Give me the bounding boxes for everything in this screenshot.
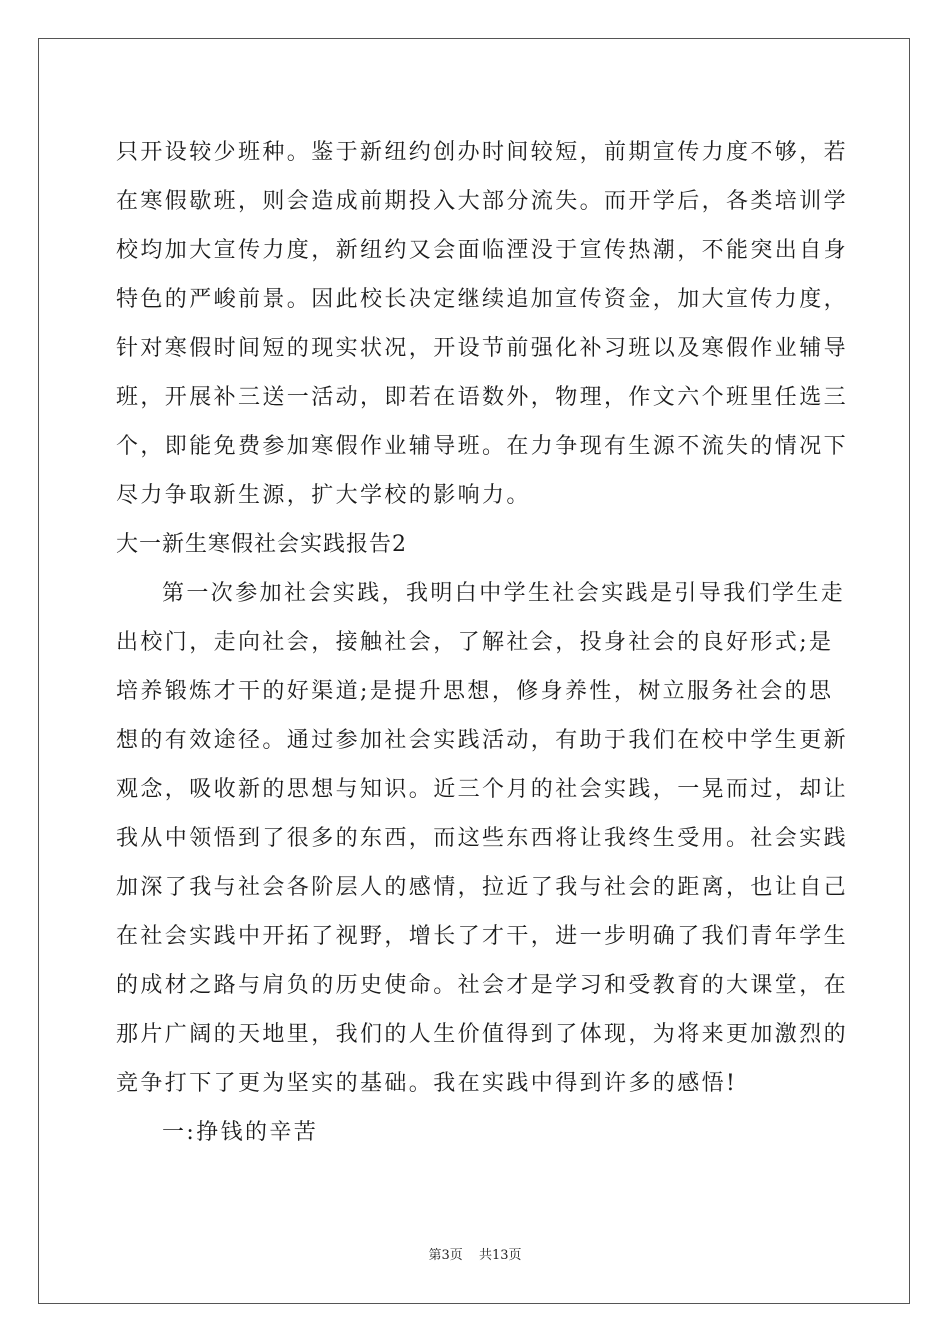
document-body <box>116 128 849 1157</box>
subheading: 一:挣钱的辛苦 <box>162 1120 319 1145</box>
section-title: 大一新生寒假社会实践报告2 <box>116 532 407 557</box>
text-line: 出校门，走向社会，接触社会，了解社会，投身社会的良好形式;是 <box>116 630 834 655</box>
text-line: 想的有效途径。通过参加社会实践活动，有助于我们在校中学生更新 <box>116 728 849 753</box>
page-footer <box>0 1244 950 1263</box>
text-line: 我从中领悟到了很多的东西，而这些东西将让我终生受用。社会实践 <box>116 826 849 851</box>
text-line: 培养锻炼才干的好渠道;是提升思想，修身养性，树立服务社会的思 <box>116 679 834 704</box>
text-line: 只开设较少班种。鉴于新纽约创办时间较短，前期宣传力度不够，若 <box>116 140 849 165</box>
text-line: 加深了我与社会各阶层人的感情，拉近了我与社会的距离，也让自己 <box>116 875 849 900</box>
text-line: 那片广阔的天地里，我们的人生价值得到了体现，为将来更加激烈的 <box>116 1022 849 1047</box>
page-total: 共13页 <box>478 1248 522 1263</box>
text-line: 个，即能免费参加寒假作业辅导班。在力争现有生源不流失的情况下 <box>116 434 849 459</box>
text-line: 特色的严峻前景。因此校长决定继续追加宣传资金，加大宣传力度， <box>116 287 849 312</box>
text-line: 观念，吸收新的思想与知识。近三个月的社会实践，一晃而过，却让 <box>116 777 849 802</box>
text-line: 竞争打下了更为坚实的基础。我在实践中得到许多的感悟! <box>116 1071 738 1096</box>
text-line: 第一次参加社会实践，我明白中学生社会实践是引导我们学生走 <box>162 581 846 606</box>
text-line: 班，开展补三送一活动，即若在语数外，物理，作文六个班里任选三 <box>116 385 849 410</box>
text-line: 校均加大宣传力度，新纽约又会面临湮没于宣传热潮，不能突出自身 <box>116 238 849 263</box>
text-line: 尽力争取新生源，扩大学校的影响力。 <box>116 483 531 508</box>
text-line: 在寒假歇班，则会造成前期投入大部分流失。而开学后，各类培训学 <box>116 189 849 214</box>
text-line: 在社会实践中开拓了视野，增长了才干，进一步明确了我们青年学生 <box>116 924 849 949</box>
page-number: 第3页 <box>428 1248 463 1263</box>
text-line: 的成材之路与肩负的历史使命。社会才是学习和受教育的大课堂，在 <box>116 973 849 998</box>
text-line: 针对寒假时间短的现实状况，开设节前强化补习班以及寒假作业辅导 <box>116 336 849 361</box>
